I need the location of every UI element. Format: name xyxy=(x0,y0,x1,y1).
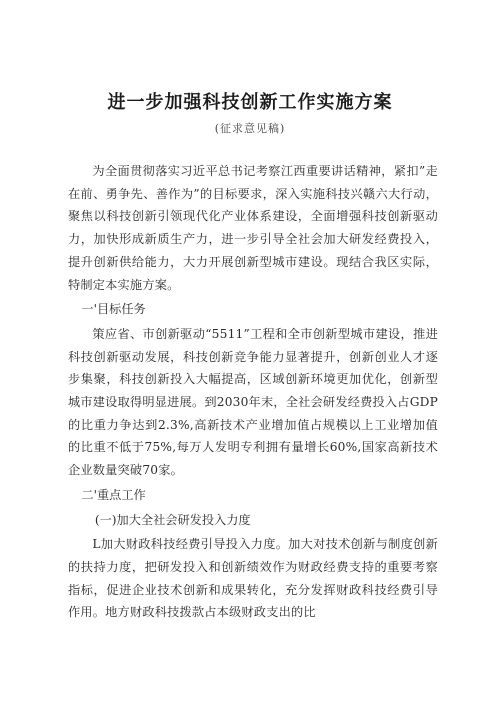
document-body xyxy=(68,160,438,626)
document-title: 进一步加强科技创新工作实施方案 xyxy=(107,92,393,113)
subsection-heading-rd-investment: (一)加大全社会研发投入力度 xyxy=(94,512,251,527)
intro-paragraph: 为全面贯彻落实习近平总书记考察江西重要讲话精神，紧扣”走在前、勇争先、善作为”的目标要求，深入实施科技兴赣六大行动，聚焦以科技创新引领现代化产业体系建设，全面增强科技创新驱动力，加快形成新质生产力，进一步引导全社会加大研发经费投入，提升创新供给能力，大力开展创新型城市建设。现结合我区实际，特制定本实施方案。 xyxy=(68,164,438,292)
section-heading-goals: 一'目标任务 xyxy=(81,302,146,317)
goals-paragraph: 策应省、市创新驱动“5511”工程和全市创新型城市建设，推进科技创新驱动发展，科技创新竞争能力显著提升，创新创业人才逐步集聚，科技创新投入大幅提高，区域创新环境更加优化，创新型城市建设取得明显进展。到2030年末，全社会研发经费投入占GDP的比重力争达到2.3%,高新技术产业增加值占规模以上工业增加值的比重不低于75%,每万人发明专利拥有量增长60%,国家高新技术企业数量突破70家。 xyxy=(68,326,438,478)
document-subtitle: (征求意见稿) xyxy=(214,122,286,135)
section-heading-key-work: 二'重点工作 xyxy=(81,487,146,502)
rd-investment-paragraph: L加大财政科技经费引导投入力度。加大对技术创新与制度创新的扶持力度，把研发投入和创新绩效作为财政经费支持的重要考察指标，促进企业技术创新和成果转化，充分发挥财政科技经费引导作用。地方财政科技拨款占本级财政支出的比 xyxy=(68,537,438,620)
